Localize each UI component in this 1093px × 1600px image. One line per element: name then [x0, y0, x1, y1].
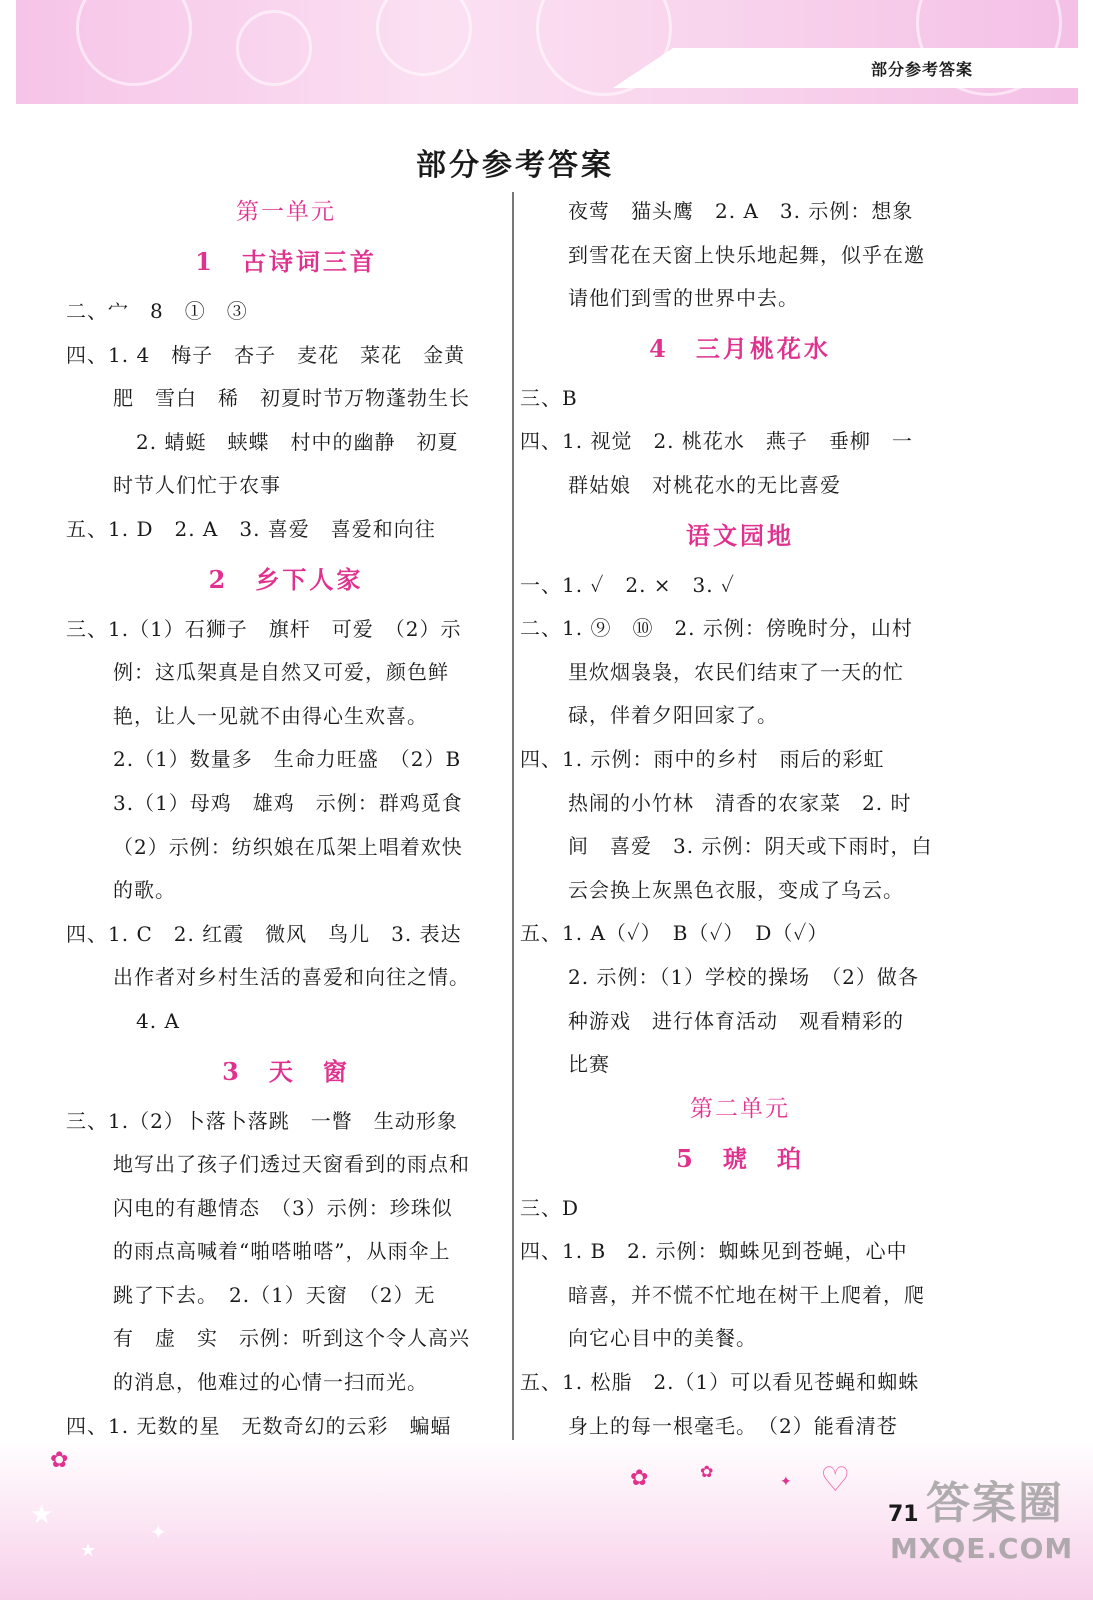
- heart-icon: ♡: [820, 1460, 851, 1500]
- answer-line: 三、B: [520, 385, 578, 410]
- watermark-url: MXQE.COM: [890, 1532, 1074, 1565]
- lesson-heading: 1 古诗词三首: [195, 247, 377, 276]
- answer-line: 夜莺 猫头鹰 2. A 3. 示例：想象: [568, 199, 914, 223]
- flower-icon: ✿: [50, 1448, 69, 1473]
- decor-bubble: [376, 0, 472, 76]
- answer-line: 肥 雪白 稀 初夏时节万物蓬勃生长: [113, 386, 470, 411]
- unit-heading: 第一单元: [236, 199, 336, 225]
- answer-line: 热闹的小竹林 清香的农家菜 2. 时: [568, 790, 912, 815]
- header-title: 部分参考答案: [870, 60, 973, 79]
- answer-line: 身上的每一根毫毛。 （2）能看清苍: [568, 1413, 898, 1438]
- answer-line: 三、1.（2）卜落卜落跳 一瞥 生动形象: [66, 1108, 458, 1133]
- answer-line: 四、1. B 2. 示例：蜘蛛见到苍蝇，心中: [520, 1239, 908, 1264]
- watermark: [890, 1478, 1074, 1588]
- answer-line: 2. 示例：（1）学校的操场 （2）做各: [568, 964, 919, 989]
- answer-line: 闪电的有趣情态 （3）示例：珍珠似: [113, 1195, 453, 1220]
- answer-line: 有 虚 实 示例：听到这个令人高兴: [113, 1326, 470, 1351]
- answer-line: 碌，伴着夕阳回家了。: [568, 703, 778, 728]
- answer-line: 地写出了孩子们透过天窗看到的雨点和: [113, 1152, 470, 1177]
- column-divider: [512, 192, 514, 1444]
- answer-line: 四、1. C 2. 红霞 微风 鸟儿 3. 表达: [66, 921, 462, 946]
- right-column: [520, 190, 960, 1448]
- page-title: 部分参考答案: [416, 148, 614, 183]
- answer-line: 四、1. 4 梅子 杏子 麦花 菜花 金黄: [66, 342, 466, 367]
- unit-heading: 第二单元: [690, 1095, 790, 1122]
- answer-line: 请他们到雪的世界中去。: [568, 286, 799, 311]
- lesson-heading: 5 琥 珀: [676, 1143, 804, 1173]
- answer-line: 跳了下去。 2.（1）天窗 （2）无: [113, 1282, 436, 1307]
- answer-line: 二、1. ⑨ ⑩ 2. 示例：傍晚时分，山村: [520, 616, 913, 641]
- answer-line: 三、1.（1）石狮子 旗杆 可爱 （2）示: [66, 616, 462, 641]
- answer-line: 向它心目中的美餐。: [568, 1326, 757, 1351]
- watermark-logo-text: 答案圈: [926, 1478, 1064, 1529]
- decor-bubble: [236, 10, 312, 86]
- lesson-heading: 4 三月桃花水: [649, 333, 831, 363]
- answer-line: 种游戏 进行体育活动 观看精彩的: [568, 1008, 904, 1033]
- lesson-heading: 2 乡下人家: [208, 564, 364, 594]
- star-icon: ✦: [150, 1520, 167, 1544]
- answer-line: 四、1. 无数的星 无数奇幻的云彩 蝙蝠: [66, 1413, 452, 1438]
- answer-line: 间 喜爱 3. 示例：阴天或下雨时，白: [568, 834, 933, 859]
- answer-line: 五、1. A（✓） B（✓） D（✓）: [520, 921, 829, 946]
- decor-bubble: [76, 0, 192, 86]
- answer-line: 里炊烟袅袅，农民们结束了一天的忙: [568, 659, 904, 684]
- flower-icon: ✿: [630, 1466, 649, 1491]
- answer-line: 例：这瓜架真是自然又可爱，颜色鲜: [113, 660, 449, 685]
- flower-icon: ✦: [780, 1474, 792, 1490]
- answer-line: 出作者对乡村生活的喜爱和向往之情。: [113, 965, 470, 990]
- answer-line: 二、宀 8 ① ③: [66, 299, 248, 323]
- star-icon: ★: [30, 1500, 54, 1530]
- answer-line: 2. 蜻蜓 蛱蝶 村中的幽静 初夏: [136, 429, 459, 454]
- answer-line: 五、1. D 2. A 3. 喜爱 喜爱和向往: [66, 516, 436, 541]
- page-number: 71: [888, 1502, 919, 1527]
- answer-line: 一、1. ✓ 2. × 3. ✓: [520, 572, 735, 597]
- answer-line: 艳，让人一见就不由得心生欢喜。: [113, 703, 428, 728]
- answer-line: 时节人们忙于农事: [113, 473, 281, 498]
- answer-line: 3.（1）母鸡 雄鸡 示例：群鸡觅食: [113, 790, 463, 815]
- answer-line: （2）示例：纺织娘在瓜架上唱着欢快: [113, 834, 463, 859]
- left-column: [66, 190, 506, 1448]
- answer-line: 的歌。: [113, 878, 176, 903]
- answer-line: 四、1. 示例：雨中的乡村 雨后的彩虹: [520, 746, 885, 771]
- answer-line: 云会换上灰黑色衣服，变成了乌云。: [568, 877, 904, 902]
- answer-line: 的雨点高喊着“啪嗒啪嗒”，从雨伞上: [113, 1239, 451, 1264]
- answer-line: 四、1. 视觉 2. 桃花水 燕子 垂柳 一: [520, 429, 913, 454]
- answer-line: 暗喜，并不慌不忙地在树干上爬着，爬: [568, 1282, 925, 1307]
- flower-icon: ✿: [700, 1462, 714, 1481]
- answer-line: 的消息，他难过的心情一扫而光。: [113, 1370, 428, 1395]
- answer-line: 比赛: [568, 1052, 610, 1077]
- lesson-heading: 语文园地: [686, 520, 794, 550]
- answer-line: 三、D: [520, 1195, 580, 1220]
- star-icon: ★: [80, 1540, 97, 1561]
- answer-line: 2.（1）数量多 生命力旺盛 （2）B: [113, 747, 462, 772]
- answer-line: 群姑娘 对桃花水的无比喜爱: [568, 472, 841, 497]
- answer-line: 4. A: [136, 1008, 180, 1033]
- answer-line: 五、1. 松脂 2.（1）可以看见苍蝇和蜘蛛: [520, 1370, 920, 1395]
- header-banner: [16, 0, 1078, 104]
- lesson-heading: 3 天 窗: [222, 1056, 350, 1086]
- answer-line: 到雪花在天窗上快乐地起舞，似乎在邀: [568, 242, 925, 267]
